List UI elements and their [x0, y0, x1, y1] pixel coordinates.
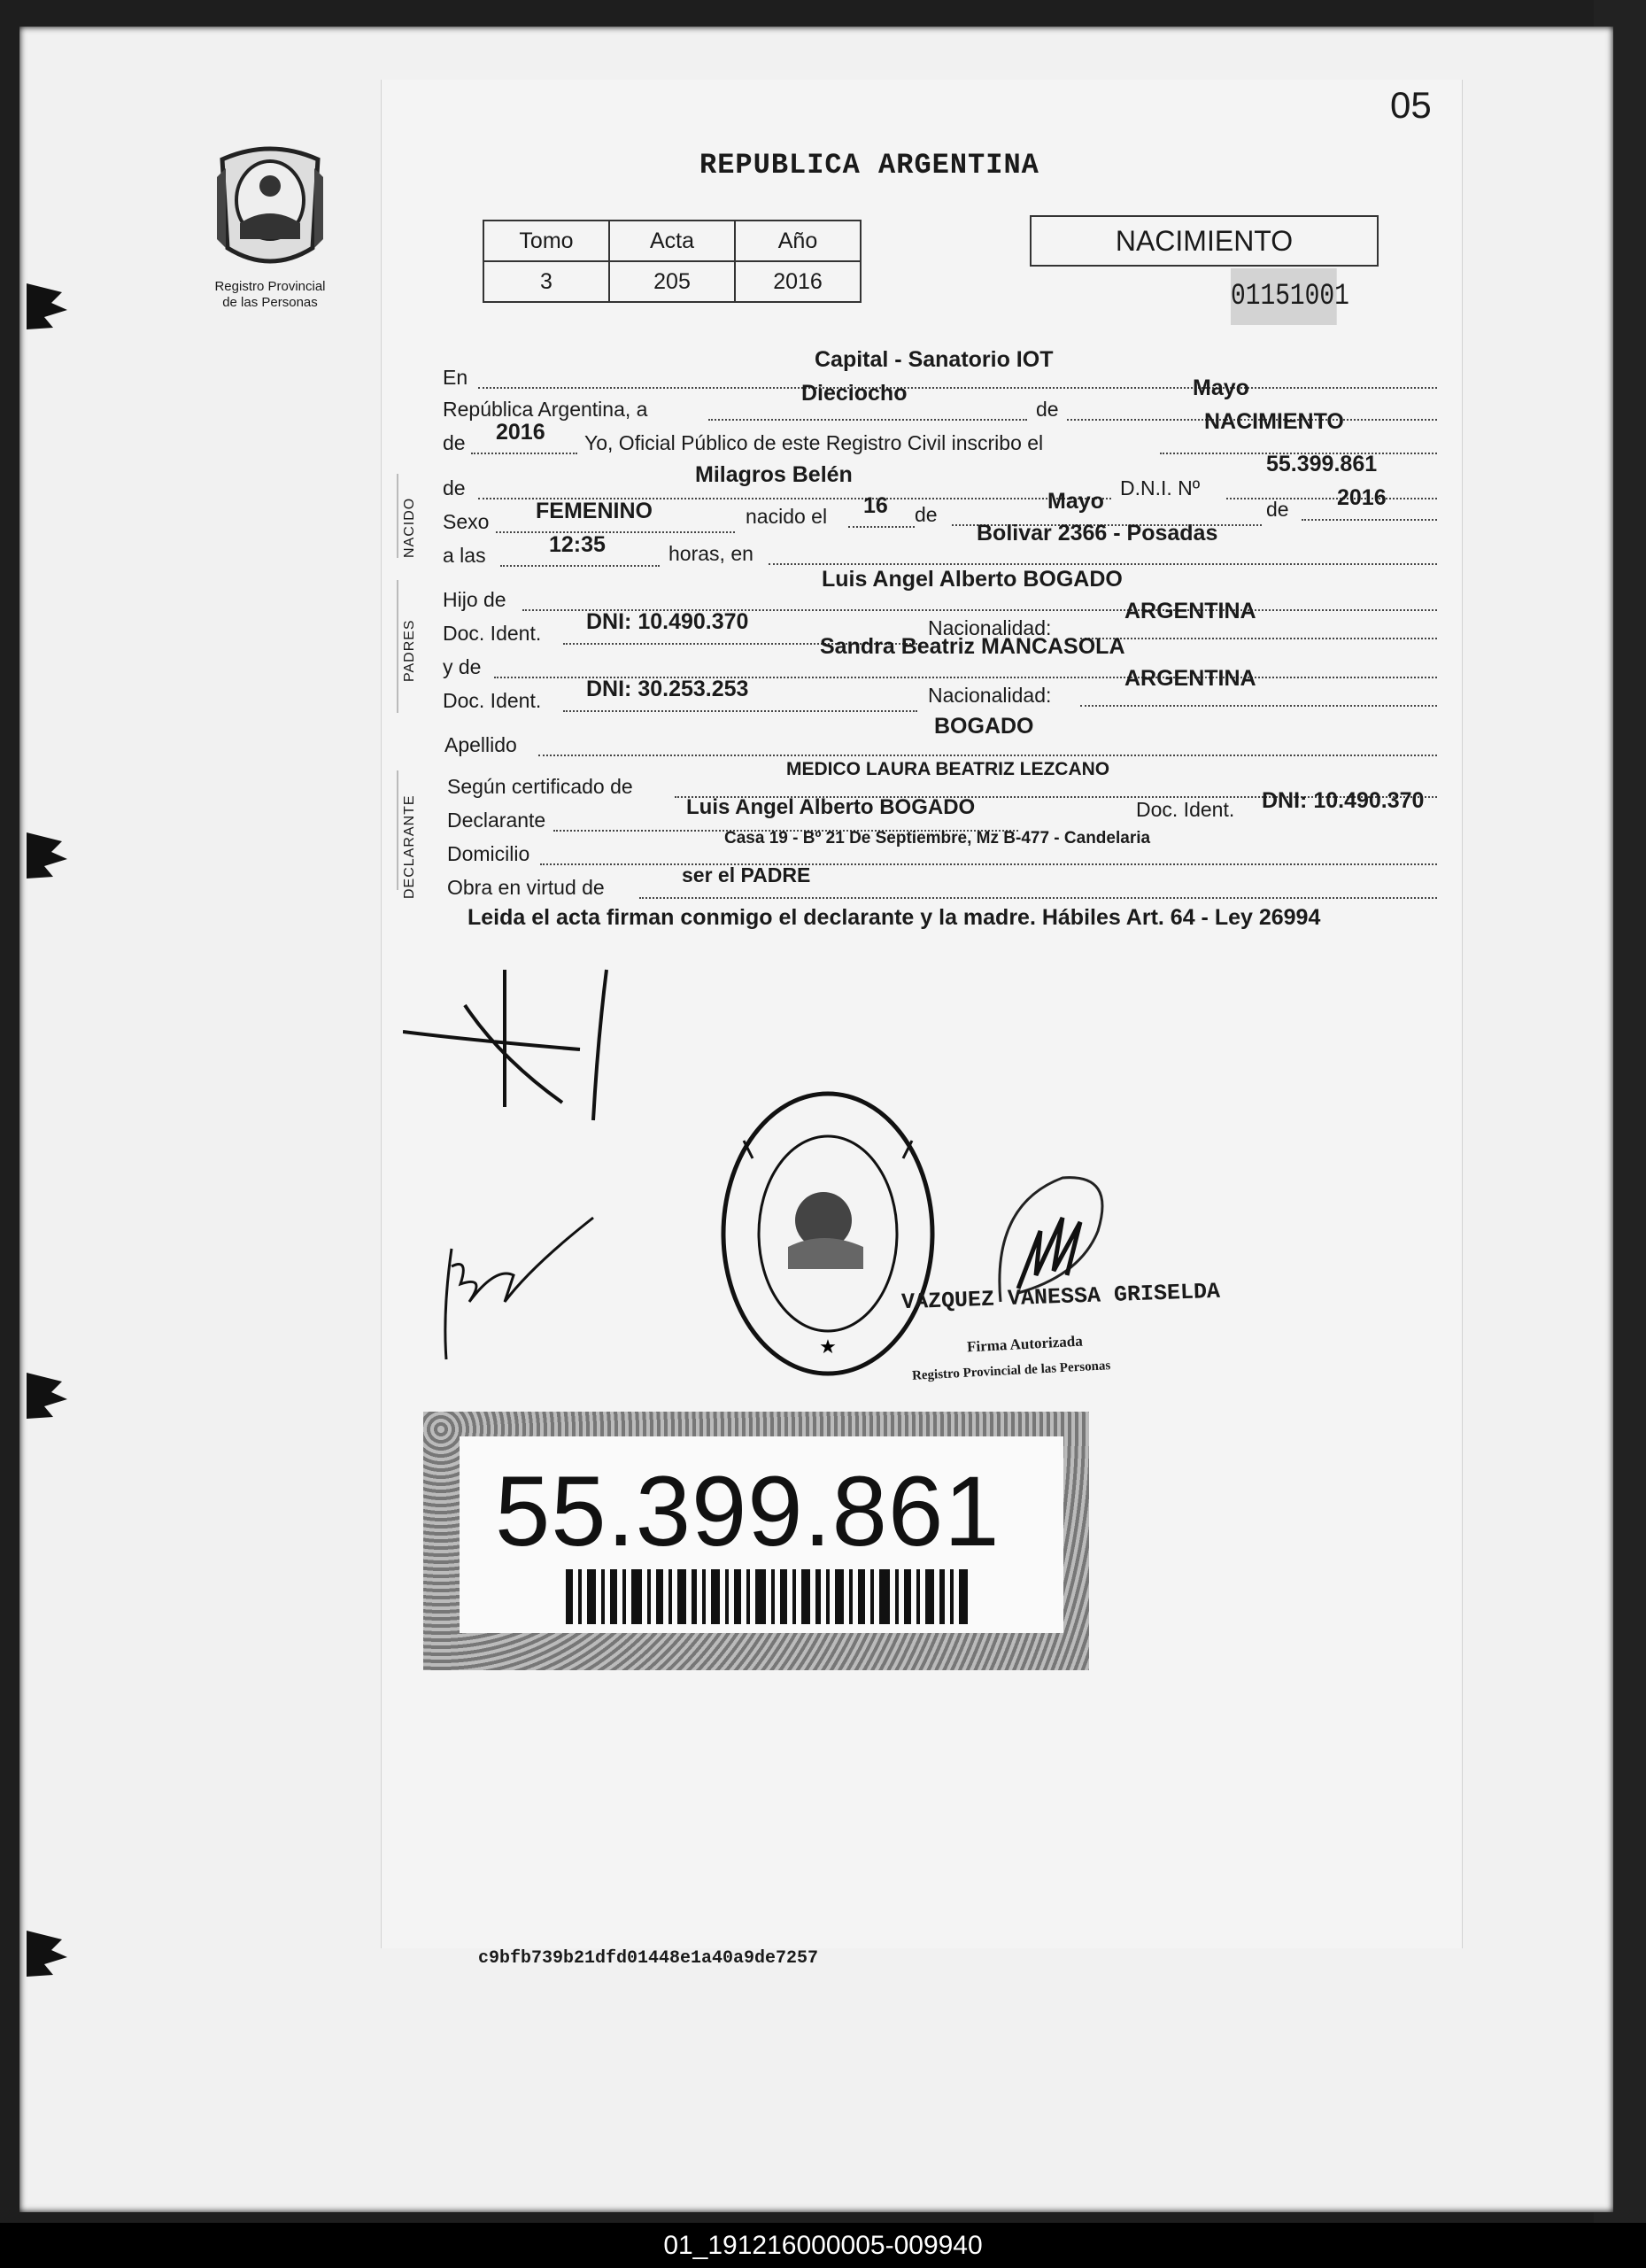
- label-dni: D.N.I. Nº: [1120, 476, 1201, 499]
- label-domicilio: Domicilio: [447, 842, 530, 865]
- value-sexo: FEMENINO: [536, 499, 653, 523]
- value-hora: 12:35: [549, 532, 606, 557]
- authority-org: Registro Provincial de las Personas: [911, 1358, 1111, 1383]
- label-doc-ident: Doc. Ident.: [443, 689, 542, 712]
- label-a-las: a las: [443, 544, 486, 567]
- label-apellido: Apellido: [444, 733, 517, 756]
- header-tomo: Tomo: [483, 221, 609, 261]
- crest-label-2: de las Personas: [222, 295, 318, 310]
- value-dni: 55.399.861: [1266, 452, 1378, 476]
- official-stamp: [717, 1088, 939, 1380]
- label-horas-en: horas, en: [668, 542, 753, 565]
- value-lugar-acta: Capital - Sanatorio IOT: [815, 347, 1054, 372]
- nacido-divider: [397, 474, 398, 558]
- value-nacionalidad-padre: ARGENTINA: [1124, 599, 1256, 623]
- binder-hole-icon: [27, 1922, 71, 1984]
- value-lugar-nacimiento: Bolivar 2366 - Posadas: [977, 521, 1218, 546]
- label-yo-oficial: Yo, Oficial Público de este Registro Civil inscribo el: [584, 431, 1044, 454]
- value-dia-nacimiento: 16: [863, 493, 888, 518]
- authority-name: VAZQUEZ VANESSA GRISELDA: [900, 1278, 1221, 1316]
- label-de: de: [1036, 398, 1059, 421]
- value-anio-nacimiento: 2016: [1337, 485, 1387, 510]
- barcode-icon: [566, 1569, 973, 1624]
- tomo-acta-ano-table: [483, 220, 862, 303]
- label-en: En: [443, 366, 468, 389]
- value-doc-padre: DNI: 10.490.370: [586, 609, 749, 634]
- label-nacionalidad: Nacionalidad:: [928, 616, 1052, 639]
- crest-label-1: Registro Provincial: [214, 279, 326, 294]
- value-madre: Sandra Beatriz MANCASOLA: [820, 634, 1125, 659]
- svg-text:★: ★: [819, 1335, 837, 1358]
- header-acta: Acta: [609, 221, 735, 261]
- side-label-nacido: NACIDO: [402, 497, 417, 558]
- binder-hole-icon: [27, 1364, 71, 1426]
- declarante-divider: [397, 770, 398, 890]
- document-hash: c9bfb739b21dfd01448e1a40a9de7257: [478, 1948, 819, 1969]
- value-doc-madre: DNI: 30.253.253: [586, 677, 749, 701]
- label-republica: República Argentina, a: [443, 398, 648, 421]
- label-nacionalidad: Nacionalidad:: [928, 684, 1052, 707]
- file-id-footer: 01_191216000005-009940: [0, 2223, 1646, 2268]
- side-label-padres: PADRES: [402, 619, 417, 682]
- label-declarante: Declarante: [447, 809, 546, 832]
- label-hijo-de: Hijo de: [443, 588, 506, 611]
- value-obra: ser el PADRE: [682, 863, 811, 886]
- value-acta: 205: [609, 261, 735, 302]
- label-nacido-el: nacido el: [746, 505, 828, 528]
- label-sexo: Sexo: [443, 510, 490, 533]
- value-apellido: BOGADO: [934, 714, 1034, 739]
- label-obra-en-virtud: Obra en virtud de: [447, 876, 605, 899]
- value-nacionalidad-madre: ARGENTINA: [1124, 666, 1256, 691]
- closing-statement: Leida el acta firman conmigo el declarante y la madre. Hábiles Art. 64 - Ley 26994: [468, 905, 1321, 930]
- label-de: de: [443, 476, 466, 499]
- value-anio-acta: 2016: [496, 420, 545, 445]
- serial-number: 01151001: [1231, 268, 1337, 325]
- dni-label-number: 55.399.861: [495, 1456, 1001, 1567]
- label-de: de: [915, 503, 938, 526]
- value-padre: Luis Angel Alberto BOGADO: [822, 567, 1123, 592]
- label-de: de: [443, 431, 466, 454]
- crest-icon: [213, 142, 327, 275]
- value-tipo-inscripcion: NACIMIENTO: [1204, 409, 1344, 434]
- value-domicilio: Casa 19 - Bº 21 De Septiembre, Mz B-477 - Candelaria: [724, 829, 1151, 848]
- authority-role: Firma Autorizada: [966, 1332, 1084, 1356]
- label-doc-ident: Doc. Ident.: [1136, 798, 1235, 821]
- value-nombre: Milagros Belén: [695, 462, 853, 487]
- label-de: de: [1266, 498, 1289, 521]
- value-declarante: Luis Angel Alberto BOGADO: [686, 795, 976, 819]
- label-doc-ident: Doc. Ident.: [443, 622, 542, 645]
- label-segun-certificado: Según certificado de: [447, 775, 633, 798]
- label-y-de: y de: [443, 655, 482, 678]
- binder-hole-icon: [27, 275, 71, 337]
- value-ano: 2016: [735, 261, 861, 302]
- side-label-declarante: DECLARANTE: [402, 794, 417, 899]
- value-certificado: MEDICO LAURA BEATRIZ LEZCANO: [786, 759, 1110, 779]
- value-mes-nacimiento: Mayo: [1047, 489, 1104, 514]
- folio-number: 05: [1390, 84, 1432, 126]
- declarante-signature: [403, 952, 633, 1156]
- binder-hole-icon: [27, 824, 71, 886]
- document-title: REPUBLICA ARGENTINA: [699, 149, 1039, 182]
- header-ano: Año: [735, 221, 861, 261]
- value-doc-declarante: DNI: 10.490.370: [1262, 788, 1425, 813]
- record-kind: NACIMIENTO: [1030, 215, 1379, 267]
- madre-signature: [434, 1213, 611, 1373]
- padres-divider: [397, 580, 398, 713]
- province-crest: [204, 142, 336, 311]
- value-tomo: 3: [483, 261, 609, 302]
- value-dia-acta: Dieciocho: [801, 381, 908, 406]
- value-mes-acta: Mayo: [1193, 375, 1249, 400]
- dni-label: [460, 1436, 1063, 1633]
